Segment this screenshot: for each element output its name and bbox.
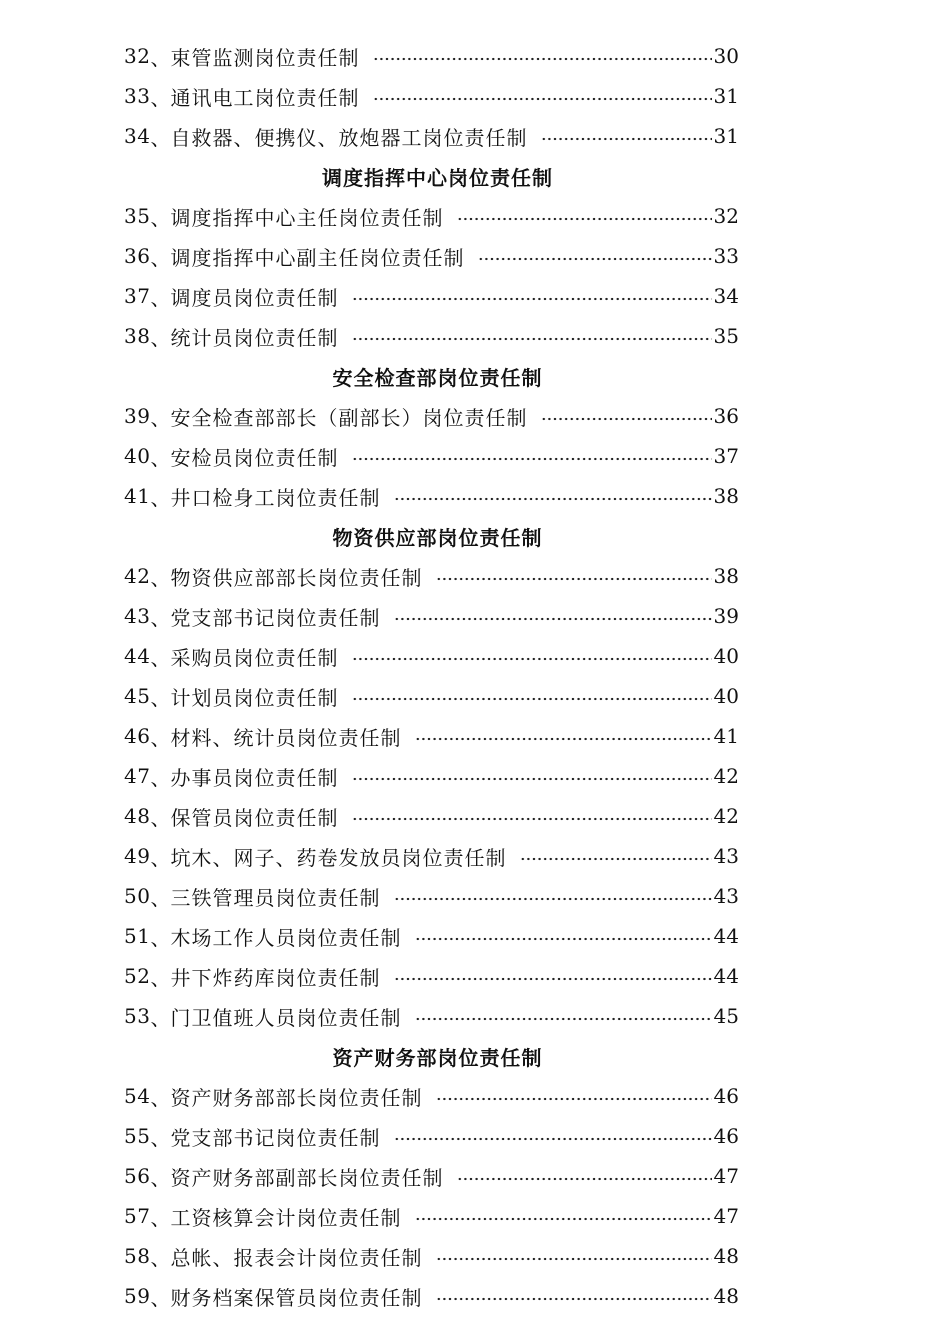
toc-entry-number: 39: [124, 404, 151, 428]
dot-leader: [394, 496, 711, 502]
toc-entry-title: 财务档案保管员岗位责任制: [170, 1285, 423, 1310]
toc-entry-number: 58: [124, 1244, 151, 1268]
toc-entry-number: 41: [124, 484, 151, 508]
toc-entry-title: 党支部书记岗位责任制: [170, 1125, 381, 1150]
toc-entry-separator: 、: [150, 405, 171, 430]
toc-entry-number: 36: [124, 244, 151, 268]
dot-leader: [541, 136, 711, 142]
toc-entry-title: 井口检身工岗位责任制: [170, 485, 381, 510]
toc-entry-title: 坑木、网子、药卷发放员岗位责任制: [170, 845, 507, 870]
toc-section-heading: 资产财务部岗位责任制: [332, 1045, 543, 1070]
dot-leader: [457, 1176, 711, 1182]
toc-entry-number: 37: [124, 284, 151, 308]
dot-leader: [352, 696, 711, 702]
toc-entry[interactable]: [124, 756, 739, 796]
toc-entry[interactable]: [124, 1156, 739, 1196]
toc-entry[interactable]: [124, 36, 739, 76]
dot-leader: [478, 256, 711, 262]
toc-entry-page-number: 31: [713, 124, 739, 148]
toc-entry-title: 门卫值班人员岗位责任制: [170, 1005, 402, 1030]
toc-entry-number: 54: [124, 1084, 151, 1108]
toc-entry-page-number: 43: [713, 884, 739, 908]
toc-entry[interactable]: [124, 916, 739, 956]
toc-entry[interactable]: [124, 1276, 739, 1316]
toc-entry-title: 材料、统计员岗位责任制: [170, 725, 402, 750]
dot-leader: [352, 656, 711, 662]
toc-section-heading: 安全检查部岗位责任制: [332, 365, 543, 390]
toc-entry-number: 40: [124, 444, 151, 468]
dot-leader: [352, 296, 711, 302]
toc-entry-number: 46: [124, 724, 151, 748]
toc-entry-number: 34: [124, 124, 151, 148]
toc-entry-separator: 、: [150, 685, 171, 710]
toc-entry-page-number: 32: [713, 204, 739, 228]
toc-entry-number: 35: [124, 204, 151, 228]
toc-entry-number: 52: [124, 964, 151, 988]
toc-entry-separator: 、: [150, 45, 171, 70]
dot-leader: [541, 416, 711, 422]
toc-entry-number: 49: [124, 844, 151, 868]
toc-entry[interactable]: [124, 796, 739, 836]
toc-entry-separator: 、: [150, 85, 171, 110]
toc-entry-page-number: 47: [713, 1164, 739, 1188]
toc-entry-number: 48: [124, 804, 151, 828]
toc-entry-number: 32: [124, 44, 151, 68]
toc-entry-page-number: 48: [713, 1284, 739, 1308]
toc-entry-title: 计划员岗位责任制: [170, 685, 339, 710]
toc-entry-title: 资产财务部部长岗位责任制: [170, 1085, 423, 1110]
toc-entry-page-number: 44: [713, 964, 739, 988]
toc-entry[interactable]: [124, 636, 739, 676]
toc-entry-title: 安全检查部部长（副部长）岗位责任制: [170, 405, 528, 430]
toc-entry-page-number: 41: [713, 724, 739, 748]
toc-entry-title: 物资供应部部长岗位责任制: [170, 565, 423, 590]
toc-entry[interactable]: [124, 956, 739, 996]
toc-entry[interactable]: [124, 836, 739, 876]
toc-entry[interactable]: [124, 476, 739, 516]
toc-entry-title: 调度指挥中心主任岗位责任制: [170, 205, 444, 230]
toc-entry[interactable]: [124, 556, 739, 596]
toc-entry-page-number: 42: [713, 804, 739, 828]
toc-entry-number: 59: [124, 1284, 151, 1308]
toc-entry-title: 办事员岗位责任制: [170, 765, 339, 790]
toc-entry-separator: 、: [150, 205, 171, 230]
dot-leader: [352, 816, 711, 822]
toc-entry-separator: 、: [150, 485, 171, 510]
toc-entry-title: 安检员岗位责任制: [170, 445, 339, 470]
toc-entry-number: 57: [124, 1204, 151, 1228]
toc-entry-page-number: 45: [713, 1004, 739, 1028]
toc-entry-title: 通讯电工岗位责任制: [170, 85, 360, 110]
toc-entry-page-number: 39: [713, 604, 739, 628]
toc-section-heading: 物资供应部岗位责任制: [332, 525, 543, 550]
toc-entry-page-number: 42: [713, 764, 739, 788]
toc-entry-separator: 、: [150, 125, 171, 150]
toc-entry-separator: 、: [150, 325, 171, 350]
toc-entry-page-number: 43: [713, 844, 739, 868]
dot-leader: [436, 576, 711, 582]
toc-entry[interactable]: [124, 316, 739, 356]
toc-entry-number: 55: [124, 1124, 151, 1148]
toc-entry-separator: 、: [150, 1205, 171, 1230]
table-of-contents: [124, 36, 739, 1316]
toc-entry-title: 总帐、报表会计岗位责任制: [170, 1245, 423, 1270]
toc-entry-title: 三铁管理员岗位责任制: [170, 885, 381, 910]
toc-entry-number: 42: [124, 564, 151, 588]
toc-entry-separator: 、: [150, 605, 171, 630]
toc-entry[interactable]: [124, 716, 739, 756]
toc-entry[interactable]: [124, 196, 739, 236]
dot-leader: [457, 216, 711, 222]
toc-entry-page-number: 36: [713, 404, 739, 428]
toc-entry-separator: 、: [150, 1285, 171, 1310]
dot-leader: [436, 1096, 711, 1102]
toc-entry-page-number: 40: [713, 644, 739, 668]
toc-entry[interactable]: [124, 676, 739, 716]
toc-entry-number: 51: [124, 924, 151, 948]
toc-entry-page-number: 33: [713, 244, 739, 268]
toc-entry-separator: 、: [150, 1165, 171, 1190]
toc-entry-separator: 、: [150, 565, 171, 590]
toc-entry-title: 保管员岗位责任制: [170, 805, 339, 830]
toc-entry[interactable]: [124, 1116, 739, 1156]
toc-entry-separator: 、: [150, 645, 171, 670]
toc-entry-separator: 、: [150, 285, 171, 310]
toc-entry-separator: 、: [150, 845, 171, 870]
dot-leader: [415, 1016, 711, 1022]
toc-entry-title: 自救器、便携仪、放炮器工岗位责任制: [170, 125, 528, 150]
dot-leader: [373, 96, 711, 102]
dot-leader: [394, 616, 711, 622]
dot-leader: [352, 336, 711, 342]
toc-entry-separator: 、: [150, 805, 171, 830]
toc-entry[interactable]: [124, 996, 739, 1036]
toc-entry-title: 统计员岗位责任制: [170, 325, 339, 350]
toc-entry-title: 束管监测岗位责任制: [170, 45, 360, 70]
toc-section-heading: 调度指挥中心岗位责任制: [322, 165, 553, 190]
toc-entry-page-number: 38: [713, 484, 739, 508]
toc-entry[interactable]: [124, 276, 739, 316]
toc-entry-page-number: 40: [713, 684, 739, 708]
toc-entry-page-number: 30: [713, 44, 739, 68]
toc-entry-number: 33: [124, 84, 151, 108]
toc-entry-title: 党支部书记岗位责任制: [170, 605, 381, 630]
toc-entry[interactable]: [124, 876, 739, 916]
toc-entry-title: 资产财务部副部长岗位责任制: [170, 1165, 444, 1190]
toc-entry-separator: 、: [150, 245, 171, 270]
toc-entry-title: 木场工作人员岗位责任制: [170, 925, 402, 950]
dot-leader: [415, 1216, 711, 1222]
toc-entry[interactable]: [124, 396, 739, 436]
toc-entry-title: 调度指挥中心副主任岗位责任制: [170, 245, 465, 270]
dot-leader: [415, 936, 711, 942]
toc-entry-number: 56: [124, 1164, 151, 1188]
toc-entry-separator: 、: [150, 965, 171, 990]
toc-entry[interactable]: [124, 116, 739, 156]
toc-entry[interactable]: [124, 1196, 739, 1236]
toc-entry-separator: 、: [150, 1005, 171, 1030]
toc-entry-title: 井下炸药库岗位责任制: [170, 965, 381, 990]
dot-leader: [394, 896, 711, 902]
toc-entry-number: 45: [124, 684, 151, 708]
toc-entry-separator: 、: [150, 1245, 171, 1270]
toc-entry-title: 采购员岗位责任制: [170, 645, 339, 670]
toc-entry-separator: 、: [150, 1125, 171, 1150]
toc-entry-page-number: 35: [713, 324, 739, 348]
toc-entry-page-number: 38: [713, 564, 739, 588]
toc-entry[interactable]: [124, 76, 739, 116]
dot-leader: [415, 736, 711, 742]
toc-entry-title: 工资核算会计岗位责任制: [170, 1205, 402, 1230]
toc-entry-separator: 、: [150, 885, 171, 910]
toc-entry-page-number: 44: [713, 924, 739, 948]
toc-entry-number: 53: [124, 1004, 151, 1028]
toc-entry-title: 调度员岗位责任制: [170, 285, 339, 310]
toc-entry-page-number: 37: [713, 444, 739, 468]
toc-entry-separator: 、: [150, 1085, 171, 1110]
toc-entry[interactable]: [124, 236, 739, 276]
toc-entry-page-number: 46: [713, 1084, 739, 1108]
toc-entry-separator: 、: [150, 925, 171, 950]
toc-entry[interactable]: [124, 1236, 739, 1276]
toc-entry-separator: 、: [150, 765, 171, 790]
toc-entry-number: 47: [124, 764, 151, 788]
dot-leader: [520, 856, 711, 862]
dot-leader: [394, 976, 711, 982]
dot-leader: [436, 1296, 711, 1302]
dot-leader: [436, 1256, 711, 1262]
toc-entry-page-number: 46: [713, 1124, 739, 1148]
toc-entry-separator: 、: [150, 445, 171, 470]
toc-entry-page-number: 47: [713, 1204, 739, 1228]
toc-entry-number: 43: [124, 604, 151, 628]
toc-entry-page-number: 31: [713, 84, 739, 108]
toc-entry-separator: 、: [150, 725, 171, 750]
dot-leader: [352, 456, 711, 462]
toc-entry-number: 50: [124, 884, 151, 908]
toc-entry-number: 44: [124, 644, 151, 668]
dot-leader: [373, 56, 711, 62]
toc-entry-page-number: 34: [713, 284, 739, 308]
toc-entry[interactable]: [124, 596, 739, 636]
toc-entry-page-number: 48: [713, 1244, 739, 1268]
toc-entry-number: 38: [124, 324, 151, 348]
toc-entry[interactable]: [124, 1076, 739, 1116]
toc-entry[interactable]: [124, 436, 739, 476]
dot-leader: [352, 776, 711, 782]
dot-leader: [394, 1136, 711, 1142]
